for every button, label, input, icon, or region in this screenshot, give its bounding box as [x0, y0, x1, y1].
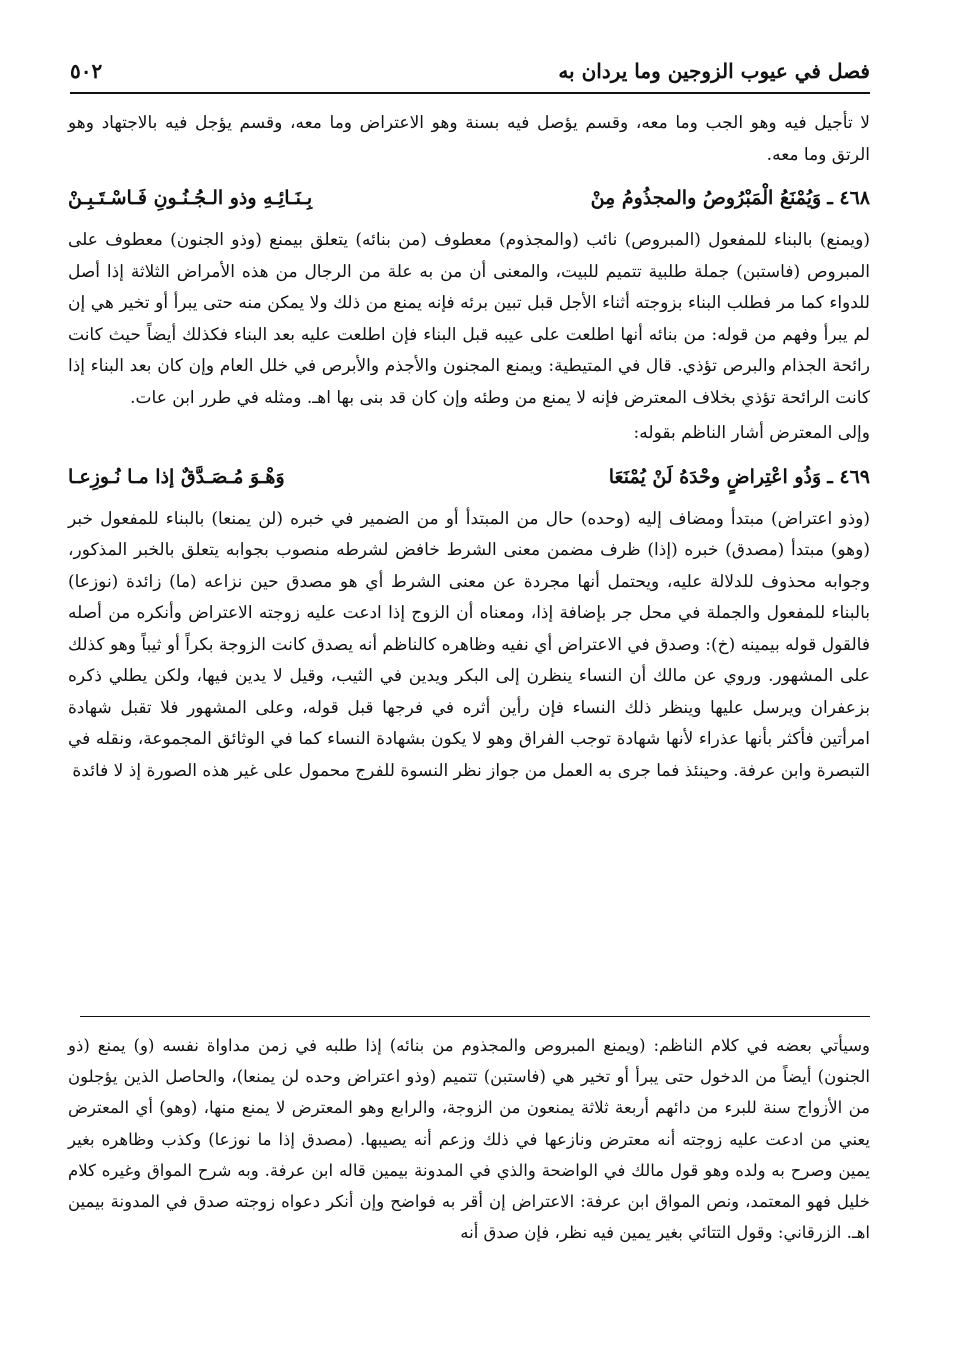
page-number: ٥٠٢ — [70, 59, 103, 83]
commentary-paragraph: (ويمنع) بالبناء للمفعول (المبروص) نائب (والمجذوم) معطوف (من بنائه) يتعلق بيمنع (وذو الجنون) معطوف على المبروص (فاستبن) جملة طلبية تتميم للبيت، والمعنى أن من به علة من الرجال من هذه الأمراض الثلاثة إذا أصل للدواء كما مر فطلب البناء بزوجته أثناء الأجل قبل تبين برئه فإنه يمنع من ذلك ولا يمكن منه حتى يبرأ أو تخير هي إن لم يبرأ وفهم من قوله: من بنائه أنها اطلعت على عيبه قبل البناء فإن اطلعت عليه بعد البناء فكذلك أيضاً حيث كانت رائحة الجذام والبرص تؤذي. قال في المتيطية: ويمنع المجنون والأجذم والأبرص في خلل العام وإن كان بعد البناء إذا كانت الرائحة تؤذي بخلاف المعترض فإنه لا يمنع من وطئه وإن كان قد بنى بها اهـ. ومثله في طرر ابن عات. — [68, 230, 870, 408]
verse-number: ٤٦٩ ـ — [827, 465, 870, 488]
footnotes — [68, 1030, 870, 1252]
footnote-paragraph: وسيأتي بعضه في كلام الناظم: (ويمنع المبروص والمجذوم من بنائه) إذا طلبه في زمن مداواة نفسه (و) يمنع (ذو الجنون) أيضاً من الدخول حتى يبرأ أو تخير هي (فاستبن) تتميم (وذو اعتراض وحده لن يمنعا)، والحاصل الذين يؤجلون من الأزواج سنة للبرء من دائهم أربعة ثلاثة يمنعون من الزوجة، والرابع وهو المعترض لا يمنع منها، (وهو) أي المعترض يعني من ادعت عليه زوجته أنه معترض ونازعها في ذلك وزعم أنه يصيبها. (مصدق إذا ما نوزعا) وكذب وظاهره بغير يمين وصرح به ولده وهو قول مالك في الواضحة والذي في المدونة بيمين قاله ابن عرفة. وبه شرح المواق وغيره كلام خليل فهو المعتمد، ونص المواق ابن عرفة: الاعتراض إن أقر به فواضح وإن أنكر دعواه زوجته صدق في المدونة بيمين اهـ. الزرقاني: وقول التتائي بغير يمين فيه نظر، فإن صدق أنه — [68, 1036, 870, 1243]
main-text — [68, 108, 870, 791]
running-title: فصل في عيوب الزوجين وما يردان به — [558, 59, 870, 83]
verse-469 — [68, 454, 870, 500]
verse-first-hemistich: وَيُمْنَعُ الْمَبْرُوصُ والمجذُومُ مِنْ — [590, 187, 822, 209]
footnote-separator — [80, 1016, 870, 1017]
verse-first-hemistich: وَذُو اعْتِراضٍ وحْدَهُ لَنْ يُمْنَعَا — [608, 465, 822, 488]
commentary-paragraph: (وذو اعتراض) مبتدأ ومضاف إليه (وحده) حال من المبتدأ أو من الضمير في خبره (لن يمنعا) بالبناء للمفعول خبر (وهو) مبتدأ (مصدق) خبره (إذا) ظرف مضمن معنى الشرط خافض لشرطه منصوب بجوابه يتعلق بالخبر المذكور، وجوابه محذوف للدلالة عليه، ويحتمل أنها مجردة عن معنى الشرط أي هو مصدق حين نزاعه (ما) زائدة (نوزعا) بالبناء للمفعول والجملة في محل جر بإضافة إذا، ومعناه أن الزوج إذا ادعت عليه زوجته الاعتراض وأنكره من أصله فالقول قوله بيمينه (خ): وصدق في الاعتراض أي نفيه وظاهره كالناظم أنه يصدق كانت الزوجة بكراً أو ثيباً وهو كذلك على المشهور. وروي عن مالك أن النساء ينظرن إلى البكر ويدين في الثيب، وقيل لا يدين فيها، ولكن يطلي ذكره بزعفران ويرسل عليها وينظر ذلك النساء فإن رأين أثره في فرجها قبل قوله، وعلى المشهور فلا تقبل شهادة امرأتين فأكثر بأنها عذراء لأنها شهادة توجب الفراق وهو لا يكون بشهادة النساء كما في الوثائق المجموعة، ونقله في التبصرة وابن عرفة. وحينئذ فما جرى به العمل من جواز نظر النسوة للفرج محمول على غير هذه الصورة إذ لا فائدة — [68, 508, 870, 781]
verse-second-hemistich: وَهْـوَ مُـصَـدَّقٌ إذا مـا نُـوزِعـا — [68, 465, 285, 488]
verse-number: ٤٦٨ ـ — [827, 187, 870, 209]
page-header — [70, 55, 870, 87]
transition-line: وإلى المعترض أشار الناظم بقوله: — [633, 423, 870, 443]
header-rule — [70, 92, 870, 94]
verse-468 — [68, 175, 870, 221]
verse-second-hemistich: بِـنَـائِـهِ وذو الـجُـنُـونِ فَـاسْـتَـبِـنْ — [68, 187, 313, 209]
intro-paragraph: لا تأجيل فيه وهو الجب وما معه، وقسم يؤصل فيه بسنة وهو الاعتراض وما معه، وقسم يؤجل فيه بالاجتهاد وهو الرتق وما معه. — [68, 113, 870, 165]
